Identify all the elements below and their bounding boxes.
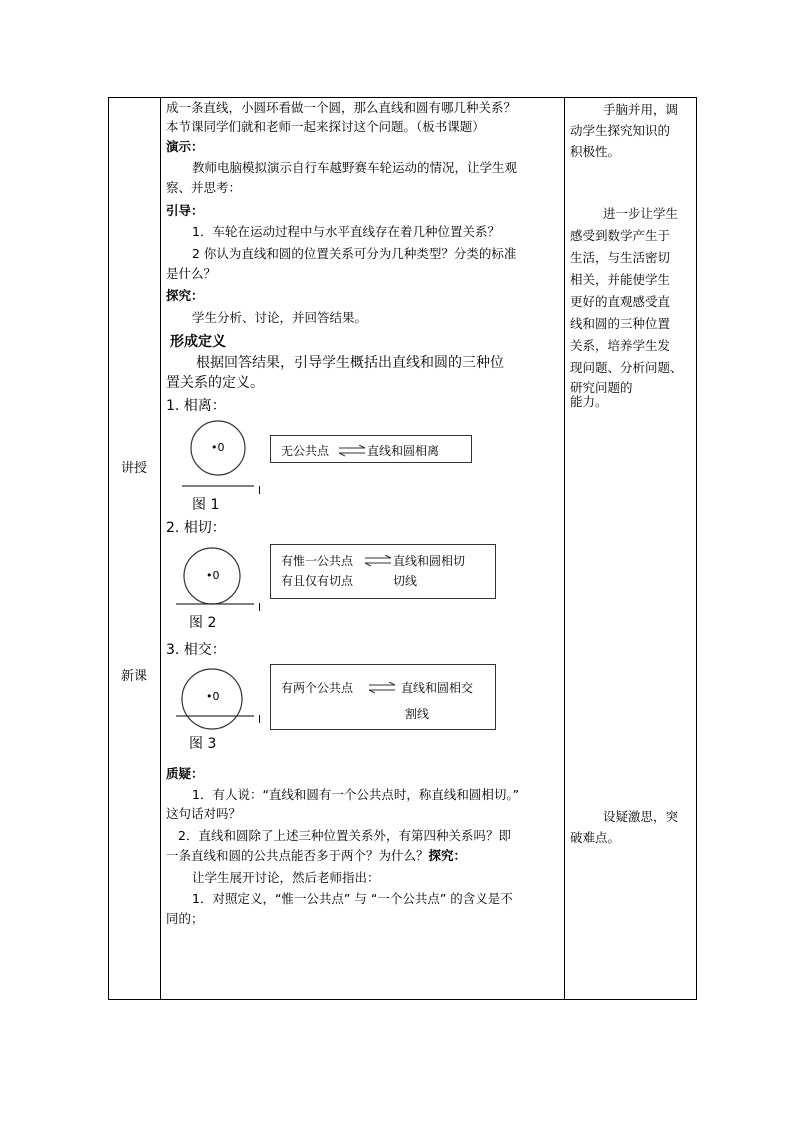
figure-3-center: •0 xyxy=(206,690,220,703)
case2-title: 2. 相切： xyxy=(166,520,226,536)
stage-label-bottom: 新课 xyxy=(120,669,147,684)
definition-box-3 xyxy=(270,664,496,730)
box3-condition-1: 有两个公共点 xyxy=(281,681,354,695)
note-2g: 关系，培养学生发 xyxy=(570,338,671,353)
note-2i: 研究问题的 xyxy=(570,380,633,395)
paragraph-intro-1: 成一条直线，小圆环看做一个圆，那么直线和圆有哪几种关系？ xyxy=(166,100,517,115)
note-1b: 动学生探究知识的 xyxy=(570,123,671,138)
figure-1-caption: 图 1 xyxy=(192,497,220,513)
box2-condition-1: 有惟一公共点 xyxy=(281,554,354,568)
note-1c: 积极性。 xyxy=(570,144,621,159)
figure-3-line-label: l xyxy=(258,713,262,726)
double-arrow-icon xyxy=(337,445,367,457)
double-arrow-icon xyxy=(367,682,397,694)
box1-condition: 无公共点 xyxy=(281,444,330,458)
column-divider-left xyxy=(160,98,161,999)
box2-result-2: 切线 xyxy=(393,574,418,588)
query-question-2a: 2．直线和圆除了上述三种位置关系外，有第四种关系吗？即 xyxy=(178,828,511,843)
figure-1 xyxy=(166,420,560,516)
define-text-2: 置关系的定义。 xyxy=(166,375,264,391)
heading-explore: 探究： xyxy=(166,288,204,303)
guide-question-2b: 是什么？ xyxy=(166,266,217,281)
heading-demo: 演示： xyxy=(166,139,204,154)
figure-3 xyxy=(166,664,560,762)
figure-3-caption: 图 3 xyxy=(189,736,217,752)
demo-text-2: 察、并思考： xyxy=(166,180,242,195)
lesson-table xyxy=(108,97,697,1000)
guide-question-2a: 2 你认为直线和圆的位置关系可分为几种类型？分类的标准 xyxy=(192,246,517,261)
case1-title: 1. 相离： xyxy=(166,398,226,414)
figure-2-line-label: l xyxy=(258,601,262,614)
explore-text: 学生分析、讨论，并回答结果。 xyxy=(192,310,368,325)
note-2d: 相关，并能使学生 xyxy=(570,272,671,287)
conclusion-1a: 1．对照定义，“惟一公共点” 与 “一个公共点” 的含义是不 xyxy=(192,891,513,906)
figure-2-caption: 图 2 xyxy=(189,615,217,631)
demo-text-1: 教师电脑模拟演示自行车越野赛车轮运动的情况，让学生观 xyxy=(192,160,518,175)
box3-result-1: 直线和圆相交 xyxy=(401,681,474,695)
figure-2-center: •0 xyxy=(206,569,220,582)
conclusion-1b: 同的； xyxy=(166,911,204,926)
define-text-1: 根据回答结果，引导学生概括出直线和圆的三种位 xyxy=(196,355,504,371)
case3-title: 3. 相交： xyxy=(166,642,226,658)
column-divider-right xyxy=(564,98,565,999)
box2-condition-2: 有且仅有切点 xyxy=(281,574,354,588)
definition-box-2 xyxy=(270,544,496,599)
box3-result-2: 割线 xyxy=(405,707,430,721)
guide-question-1: 1．车轮在运动过程中与水平直线存在着几种位置关系？ xyxy=(192,224,500,239)
note-2b: 感受到数学产生于 xyxy=(570,228,671,243)
note-2e: 更好的直观感受直 xyxy=(570,294,671,309)
figure-2-diagram xyxy=(166,541,286,616)
figure-2 xyxy=(166,541,560,639)
query-question-1b: 这句话对吗？ xyxy=(166,806,242,821)
query-question-2b xyxy=(166,847,466,865)
note-3b: 破难点。 xyxy=(570,830,621,845)
query-question-1a: 1．有人说：“直线和圆有一个公共点时，称直线和圆相切。” xyxy=(192,787,520,802)
figure-1-center: •0 xyxy=(211,441,225,454)
box2-result-1: 直线和圆相切 xyxy=(393,554,466,568)
note-1a: 手脑并用，调 xyxy=(603,102,679,117)
figure-3-diagram xyxy=(166,664,286,739)
stage-label-top: 讲授 xyxy=(120,461,147,476)
discussion-text: 让学生展开讨论，然后老师指出： xyxy=(192,870,380,885)
figure-1-line-label: l xyxy=(258,484,262,497)
heading-define: 形成定义 xyxy=(170,334,226,350)
heading-query: 质疑： xyxy=(166,766,204,781)
heading-explore-2: 探究： xyxy=(428,848,467,863)
paragraph-intro-2: 本节课同学们就和老师一起来探讨这个问题。（板书课题） xyxy=(166,119,485,134)
double-arrow-icon xyxy=(363,555,393,567)
box1-result: 直线和圆相离 xyxy=(367,444,440,458)
heading-guide: 引导： xyxy=(166,203,204,218)
note-3a: 设疑激思，突 xyxy=(603,809,679,824)
definition-box-1 xyxy=(270,435,472,463)
figure-1-diagram xyxy=(166,420,286,495)
note-2a: 进一步让学生 xyxy=(603,206,679,221)
note-2j: 能力。 xyxy=(570,394,608,409)
note-2c: 生活，与生活密切 xyxy=(570,250,671,265)
note-2h: 现问题、分析问题、 xyxy=(570,360,683,375)
query-question-2b-text: 一条直线和圆的公共点能否多于两个？为什么？ xyxy=(166,848,429,863)
note-2f: 线和圆的三种位置 xyxy=(570,316,671,331)
